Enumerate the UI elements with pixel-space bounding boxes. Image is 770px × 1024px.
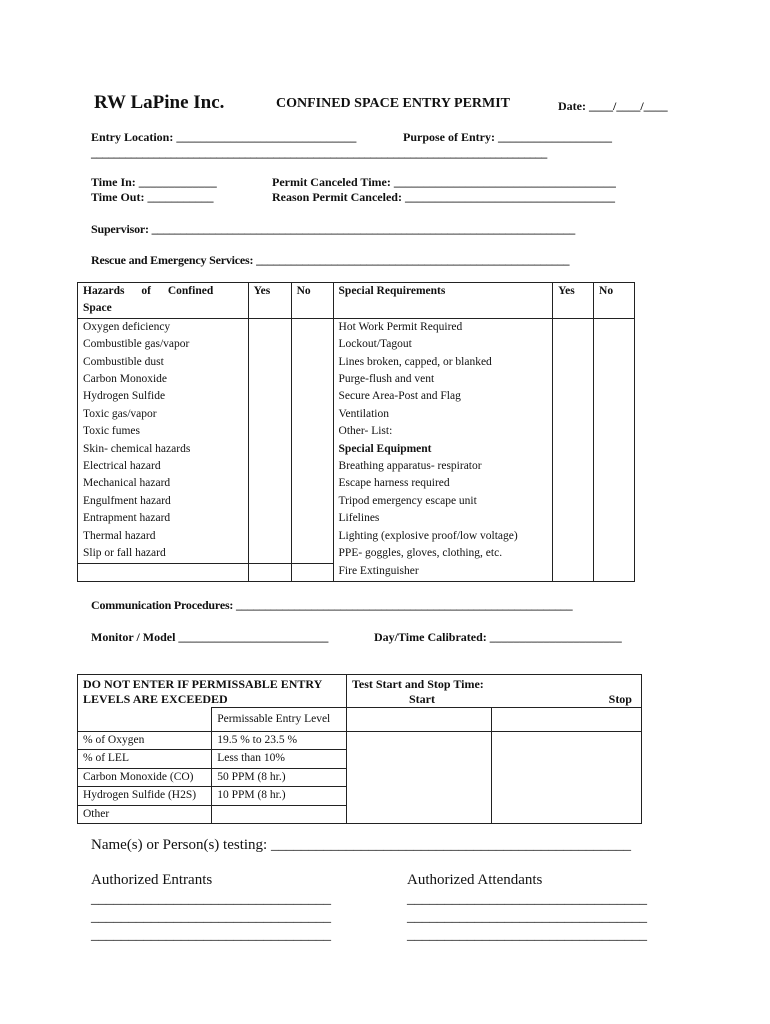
- hazard-row: [78, 371, 635, 388]
- special-no-cell[interactable]: [594, 563, 635, 581]
- level-start-cell[interactable]: [346, 750, 491, 768]
- time-out-field[interactable]: Time Out: ___________: [91, 190, 214, 204]
- level-item: Hydrogen Sulfide (H2S): [78, 787, 212, 805]
- hazards-header-line1: Hazards of Confined: [83, 285, 214, 297]
- hazard-row: [78, 441, 635, 458]
- special-requirement-label: Purge-flush and vent: [333, 371, 553, 388]
- permissable-level-header: Permissable Entry Level: [212, 708, 347, 732]
- hazard-row: [78, 406, 635, 423]
- attendant-line[interactable]: ________________________________: [407, 891, 647, 907]
- level-stop-cell[interactable]: [491, 805, 641, 823]
- hazard-label: Mechanical hazard: [78, 475, 249, 492]
- hazard-no-cell[interactable]: [291, 318, 333, 336]
- level-value: 50 PPM (8 hr.): [212, 768, 347, 786]
- hazard-yes-cell[interactable]: [248, 336, 291, 353]
- hazard-label: Toxic gas/vapor: [78, 406, 249, 423]
- time-in-field[interactable]: Time In: _____________: [91, 175, 217, 189]
- special-no-cell[interactable]: [594, 441, 635, 458]
- hazard-no-cell[interactable]: [291, 563, 333, 581]
- hazard-label: Combustible gas/vapor: [78, 336, 249, 353]
- hazard-no-cell[interactable]: [291, 354, 333, 371]
- hazard-label: Combustible dust: [78, 354, 249, 371]
- purpose-continuation-line[interactable]: ________________________________________________________________________________: [91, 146, 548, 160]
- attendants-lines[interactable]: [407, 890, 647, 944]
- hazard-yes-cell[interactable]: [248, 406, 291, 423]
- special-yes-cell[interactable]: [553, 371, 594, 388]
- col-no2-header: No: [594, 283, 635, 319]
- hazard-yes-cell[interactable]: [248, 510, 291, 527]
- special-yes-cell[interactable]: [553, 545, 594, 563]
- level-row: [78, 750, 642, 768]
- hazard-row: [78, 475, 635, 492]
- hazard-label: Electrical hazard: [78, 458, 249, 475]
- hazard-row: [78, 458, 635, 475]
- level-value: Less than 10%: [212, 750, 347, 768]
- special-requirement-label: Lifelines: [333, 510, 553, 527]
- special-no-cell[interactable]: [594, 388, 635, 405]
- level-stop-cell[interactable]: [491, 750, 641, 768]
- hazard-label: Toxic fumes: [78, 423, 249, 440]
- special-requirement-label: Tripod emergency escape unit: [333, 493, 553, 510]
- level-start-cell[interactable]: [346, 787, 491, 805]
- hazard-label: Carbon Monoxide: [78, 371, 249, 388]
- special-no-cell[interactable]: [594, 493, 635, 510]
- col-no-header: No: [291, 283, 333, 319]
- stop-time-cell[interactable]: [491, 708, 641, 732]
- communication-field[interactable]: Communication Procedures: __________________________________________________________: [91, 598, 573, 612]
- special-no-cell[interactable]: [594, 406, 635, 423]
- special-requirement-label: Secure Area-Post and Flag: [333, 388, 553, 405]
- hazard-yes-cell[interactable]: [248, 493, 291, 510]
- special-yes-cell[interactable]: [553, 493, 594, 510]
- level-row: [78, 805, 642, 823]
- special-requirement-label: PPE- goggles, gloves, clothing, etc.: [333, 545, 553, 563]
- warning-line2: LEVELS ARE EXCEEDED: [83, 692, 228, 706]
- warning-line1: DO NOT ENTER IF PERMISSABLE ENTRY: [83, 677, 323, 691]
- level-item: Other: [78, 805, 212, 823]
- hazard-row: [78, 336, 635, 353]
- hazard-no-cell[interactable]: [291, 493, 333, 510]
- hazard-yes-cell[interactable]: [248, 441, 291, 458]
- special-yes-cell[interactable]: [553, 441, 594, 458]
- special-no-cell[interactable]: [594, 318, 635, 336]
- permit-canceled-field[interactable]: Permit Canceled Time: _____________________________________: [272, 175, 616, 189]
- hazard-yes-cell[interactable]: [248, 475, 291, 492]
- special-requirement-label: Breathing apparatus- respirator: [333, 458, 553, 475]
- start-time-cell[interactable]: [346, 708, 491, 732]
- level-stop-cell[interactable]: [491, 732, 641, 750]
- hazard-row: [78, 545, 635, 563]
- hazard-row: [78, 493, 635, 510]
- hazard-no-cell[interactable]: [291, 406, 333, 423]
- special-yes-cell[interactable]: [553, 528, 594, 545]
- special-yes-cell[interactable]: [553, 475, 594, 492]
- level-item: % of Oxygen: [78, 732, 212, 750]
- hazard-no-cell[interactable]: [291, 423, 333, 440]
- special-no-cell[interactable]: [594, 458, 635, 475]
- hazard-yes-cell[interactable]: [248, 458, 291, 475]
- entry-location-field[interactable]: Entry Location: ______________________________: [91, 130, 357, 144]
- level-item: Carbon Monoxide (CO): [78, 768, 212, 786]
- special-yes-cell[interactable]: [553, 563, 594, 581]
- col-yes-header: Yes: [248, 283, 291, 319]
- hazard-no-cell[interactable]: [291, 458, 333, 475]
- special-requirement-label: Hot Work Permit Required: [333, 318, 553, 336]
- hazard-yes-cell[interactable]: [248, 371, 291, 388]
- hazard-row: [78, 318, 635, 336]
- entry-levels-table: [77, 674, 642, 824]
- entrant-line[interactable]: ________________________________: [91, 927, 331, 943]
- hazard-row: [78, 354, 635, 371]
- hazard-row: [78, 423, 635, 440]
- hazard-no-cell[interactable]: [291, 475, 333, 492]
- hazard-row: [78, 528, 635, 545]
- rescue-services-field[interactable]: Rescue and Emergency Services: ______________________________________________________: [91, 253, 570, 267]
- hazard-row: [78, 388, 635, 405]
- authorized-entrants-heading: Authorized Entrants: [91, 872, 213, 888]
- start-label: Start: [408, 692, 435, 706]
- special-requirement-label: Escape harness required: [333, 475, 553, 492]
- special-requirement-label: Lighting (explosive proof/low voltage): [333, 528, 553, 545]
- special-no-cell[interactable]: [594, 528, 635, 545]
- col-hazards-header: [78, 283, 249, 319]
- special-no-cell[interactable]: [594, 545, 635, 563]
- stop-label: Stop: [608, 692, 632, 706]
- hazard-label: Thermal hazard: [78, 528, 249, 545]
- test-time-cell: [346, 675, 641, 708]
- level-stop-cell[interactable]: [491, 768, 641, 786]
- hazard-row: [78, 563, 635, 581]
- special-yes-cell[interactable]: [553, 354, 594, 371]
- level-value: 10 PPM (8 hr.): [212, 787, 347, 805]
- hazards-table: [77, 282, 635, 582]
- special-requirement-label: Lockout/Tagout: [333, 336, 553, 353]
- level-start-cell[interactable]: [346, 768, 491, 786]
- hazard-label: Engulfment hazard: [78, 493, 249, 510]
- hazard-no-cell[interactable]: [291, 388, 333, 405]
- supervisor-field[interactable]: Supervisor: _________________________________________________________________________: [91, 222, 576, 236]
- special-no-cell[interactable]: [594, 475, 635, 492]
- hazard-label: Entrapment hazard: [78, 510, 249, 527]
- monitor-model-field[interactable]: Monitor / Model _________________________: [91, 630, 329, 644]
- col-yes2-header: Yes: [553, 283, 594, 319]
- document-title: CONFINED SPACE ENTRY PERMIT: [276, 96, 511, 111]
- special-no-cell[interactable]: [594, 336, 635, 353]
- level-start-cell[interactable]: [346, 805, 491, 823]
- level-value: [212, 805, 347, 823]
- purpose-field[interactable]: Purpose of Entry: ___________________: [403, 130, 612, 144]
- calibrated-field[interactable]: Day/Time Calibrated: ______________________: [374, 630, 622, 644]
- special-no-cell[interactable]: [594, 423, 635, 440]
- warning-cell: [78, 675, 347, 708]
- hazard-label: Slip or fall hazard: [78, 545, 249, 563]
- date-field[interactable]: Date: ____/____/____: [558, 99, 668, 113]
- hazard-yes-cell[interactable]: [248, 528, 291, 545]
- hazard-label: Oxygen deficiency: [78, 318, 249, 336]
- authorized-attendants-heading: Authorized Attendants: [407, 872, 543, 888]
- hazard-yes-cell[interactable]: [248, 563, 291, 581]
- attendant-line[interactable]: ________________________________: [407, 927, 647, 943]
- special-yes-cell[interactable]: [553, 510, 594, 527]
- level-start-cell[interactable]: [346, 732, 491, 750]
- hazards-header-line2: Space: [83, 302, 112, 315]
- special-yes-cell[interactable]: [553, 336, 594, 353]
- special-yes-cell[interactable]: [553, 388, 594, 405]
- persons-testing-field[interactable]: Name(s) or Person(s) testing: ________________________________________________: [91, 837, 631, 853]
- hazard-row: [78, 510, 635, 527]
- level-row: [78, 787, 642, 805]
- hazard-label: Skin- chemical hazards: [78, 441, 249, 458]
- hazard-yes-cell[interactable]: [248, 388, 291, 405]
- reason-canceled-field[interactable]: Reason Permit Canceled: ___________________________________: [272, 190, 615, 204]
- level-stop-cell[interactable]: [491, 787, 641, 805]
- special-yes-cell[interactable]: [553, 423, 594, 440]
- special-requirement-label: Ventilation: [333, 406, 553, 423]
- entrants-lines[interactable]: [91, 890, 331, 944]
- col-special-header: Special Requirements: [333, 283, 553, 319]
- company-name: RW LaPine Inc.: [94, 92, 225, 113]
- hazard-no-cell[interactable]: [291, 371, 333, 388]
- special-yes-cell[interactable]: [553, 458, 594, 475]
- hazard-no-cell[interactable]: [291, 336, 333, 353]
- level-row: [78, 768, 642, 786]
- test-time-label: Test Start and Stop Time:: [351, 677, 484, 691]
- hazard-no-cell[interactable]: [291, 528, 333, 545]
- special-yes-cell[interactable]: [553, 318, 594, 336]
- entrant-line[interactable]: ________________________________: [91, 909, 331, 925]
- special-no-cell[interactable]: [594, 371, 635, 388]
- special-requirement-label: Fire Extinguisher: [333, 563, 553, 581]
- hazard-no-cell[interactable]: [291, 510, 333, 527]
- entrant-line[interactable]: ________________________________: [91, 891, 331, 907]
- hazard-yes-cell[interactable]: [248, 318, 291, 336]
- hazard-no-cell[interactable]: [291, 441, 333, 458]
- hazard-yes-cell[interactable]: [248, 354, 291, 371]
- special-no-cell[interactable]: [594, 354, 635, 371]
- level-row: [78, 732, 642, 750]
- attendant-line[interactable]: ________________________________: [407, 909, 647, 925]
- special-requirement-label: Special Equipment: [333, 441, 553, 458]
- special-requirement-label: Lines broken, capped, or blanked: [333, 354, 553, 371]
- special-no-cell[interactable]: [594, 510, 635, 527]
- level-item: % of LEL: [78, 750, 212, 768]
- special-yes-cell[interactable]: [553, 406, 594, 423]
- special-requirement-label: Other- List:: [333, 423, 553, 440]
- hazard-yes-cell[interactable]: [248, 423, 291, 440]
- level-value: 19.5 % to 23.5 %: [212, 732, 347, 750]
- hazard-no-cell[interactable]: [291, 545, 333, 563]
- hazard-label: Hydrogen Sulfide: [78, 388, 249, 405]
- hazard-yes-cell[interactable]: [248, 545, 291, 563]
- hazard-label: [78, 563, 249, 581]
